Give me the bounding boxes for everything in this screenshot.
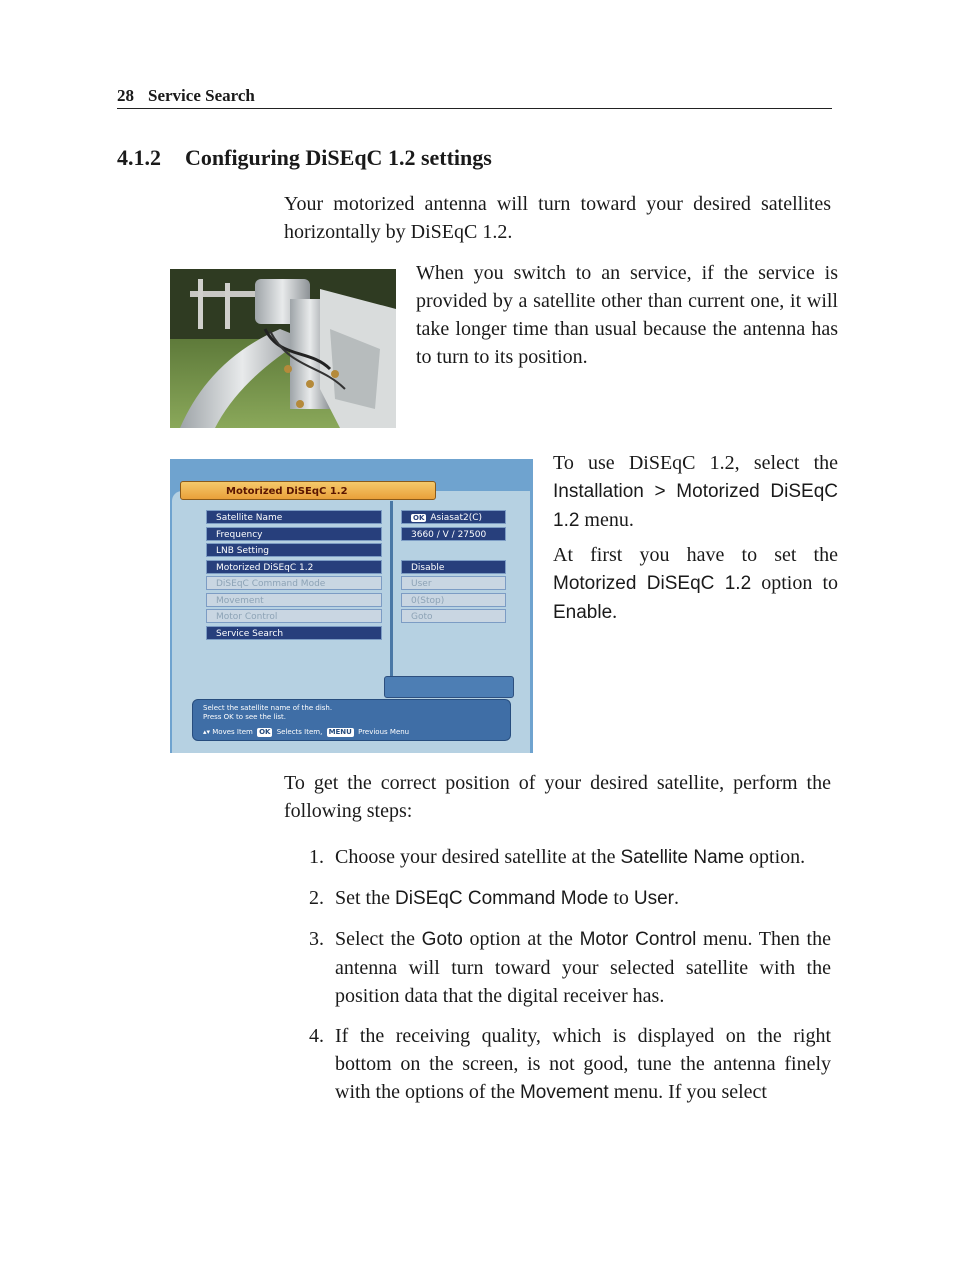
step-keyword: Motor Control <box>579 929 697 950</box>
step-text: menu. If you select <box>608 1081 767 1103</box>
step-number: 4. <box>309 1025 324 1047</box>
osd-help-box <box>192 699 511 741</box>
step-keyword: DiSEqC Command Mode <box>395 888 609 909</box>
osd-value-satellite-text: Asiasat2(C) <box>430 513 483 523</box>
usage-p2-text-c: . <box>612 601 618 623</box>
usage-p2-value: Enable <box>553 602 613 623</box>
section-number: 4.1.2 <box>117 145 161 170</box>
step-item <box>284 1022 831 1107</box>
step-text: Choose your desired satellite at the <box>335 846 621 868</box>
step-text: to <box>608 887 634 909</box>
step-text: Set the <box>335 887 395 909</box>
step-keyword: User <box>633 888 674 909</box>
section-title: Configuring DiSEqC 1.2 settings <box>185 145 492 170</box>
step-text: option at the <box>462 928 580 950</box>
step-number: 1. <box>309 846 324 868</box>
usage-p2-text-a: At first you have to set the <box>553 544 838 566</box>
osd-value-command-mode[interactable]: User <box>401 576 506 590</box>
step-keyword: Goto <box>421 929 463 950</box>
osd-menu-key-icon: MENU <box>328 728 352 736</box>
motorized-antenna-photo <box>170 269 396 428</box>
step-keyword: Movement <box>519 1082 609 1103</box>
step-text: option. <box>744 846 806 868</box>
step-text: . <box>674 887 679 909</box>
usage-p2-option: Motorized DiSEqC 1.2 <box>553 573 752 594</box>
usage-p2-text-b: option to <box>751 572 839 594</box>
usage-p1-menu-path: Installation > Motorized DiSEqC 1.2 <box>553 481 838 531</box>
osd-signal-status-box <box>384 676 514 698</box>
osd-item-frequency[interactable]: Frequency <box>206 527 382 541</box>
osd-help-moves: Moves Item <box>212 728 253 736</box>
osd-ok-key-icon: OK <box>259 728 271 736</box>
osd-help-selects: Selects Item, <box>276 728 323 736</box>
osd-menu-screenshot <box>170 459 533 753</box>
osd-help-previous: Previous Menu <box>358 728 410 736</box>
osd-value-satellite[interactable] <box>401 510 506 524</box>
osd-value-motor-control[interactable]: Goto <box>401 609 506 623</box>
step-number: 3. <box>309 928 324 950</box>
osd-help-keys <box>203 728 510 737</box>
usage-paragraph-2 <box>553 541 838 627</box>
step-keyword: Satellite Name <box>620 847 745 868</box>
osd-item-motorized-diseqc[interactable]: Motorized DiSEqC 1.2 <box>206 560 382 574</box>
chapter-title: Service Search <box>148 86 255 105</box>
osd-divider <box>390 501 393 681</box>
step-text: Select the <box>335 928 422 950</box>
step-item <box>284 925 831 1010</box>
steps-intro-paragraph: To get the correct position of your desired satellite, perform the following steps: <box>284 772 831 822</box>
intro-paragraph: Your motorized antenna will turn toward your desired satellites horizontally by DiSEqC 1.2. <box>284 193 831 243</box>
step-text: menu. Then the antenna will turn toward your selected satellite with the position data that the digital receiver has. <box>335 928 831 1007</box>
step-text: If the receiving quality, which is displayed on the right bottom on the screen, is not good, tune the antenna finely with the options of the <box>335 1025 831 1103</box>
osd-ok-tag: OK <box>413 514 425 522</box>
osd-item-motor-control[interactable]: Motor Control <box>206 609 382 623</box>
step-number: 2. <box>309 887 324 909</box>
osd-value-motorized[interactable]: Disable <box>401 560 506 574</box>
running-header <box>117 86 832 109</box>
osd-item-movement[interactable]: Movement <box>206 593 382 607</box>
step-item <box>284 843 831 872</box>
osd-item-service-search[interactable]: Service Search <box>206 626 382 640</box>
osd-help-line1: Select the satellite name of the dish. <box>203 704 333 712</box>
switch-note-paragraph: When you switch to an service, if the service is provided by a satellite other than current one, it will take longer time than usual because the antenna has to turn to its position. <box>416 262 838 368</box>
page-number: 28 <box>117 86 134 105</box>
osd-value-movement[interactable]: 0(Stop) <box>401 593 506 607</box>
osd-value-frequency[interactable]: 3660 / V / 27500 <box>401 527 506 541</box>
osd-title-bar: Motorized DiSEqC 1.2 <box>180 481 436 500</box>
usage-p1-text-b: menu. <box>579 509 634 531</box>
steps-list <box>284 843 831 1119</box>
osd-item-satellite-name[interactable]: Satellite Name <box>206 510 382 524</box>
usage-paragraph-1 <box>553 449 838 535</box>
usage-p1-text-a: To use DiSEqC 1.2, select the <box>553 452 838 474</box>
osd-item-command-mode[interactable]: DiSEqC Command Mode <box>206 576 382 590</box>
osd-item-lnb-setting[interactable]: LNB Setting <box>206 543 382 557</box>
step-item <box>284 884 831 913</box>
section-heading <box>117 145 492 171</box>
updown-arrow-icon: ▴▾ <box>203 728 211 736</box>
osd-help-line2: Press OK to see the list. <box>203 713 286 721</box>
